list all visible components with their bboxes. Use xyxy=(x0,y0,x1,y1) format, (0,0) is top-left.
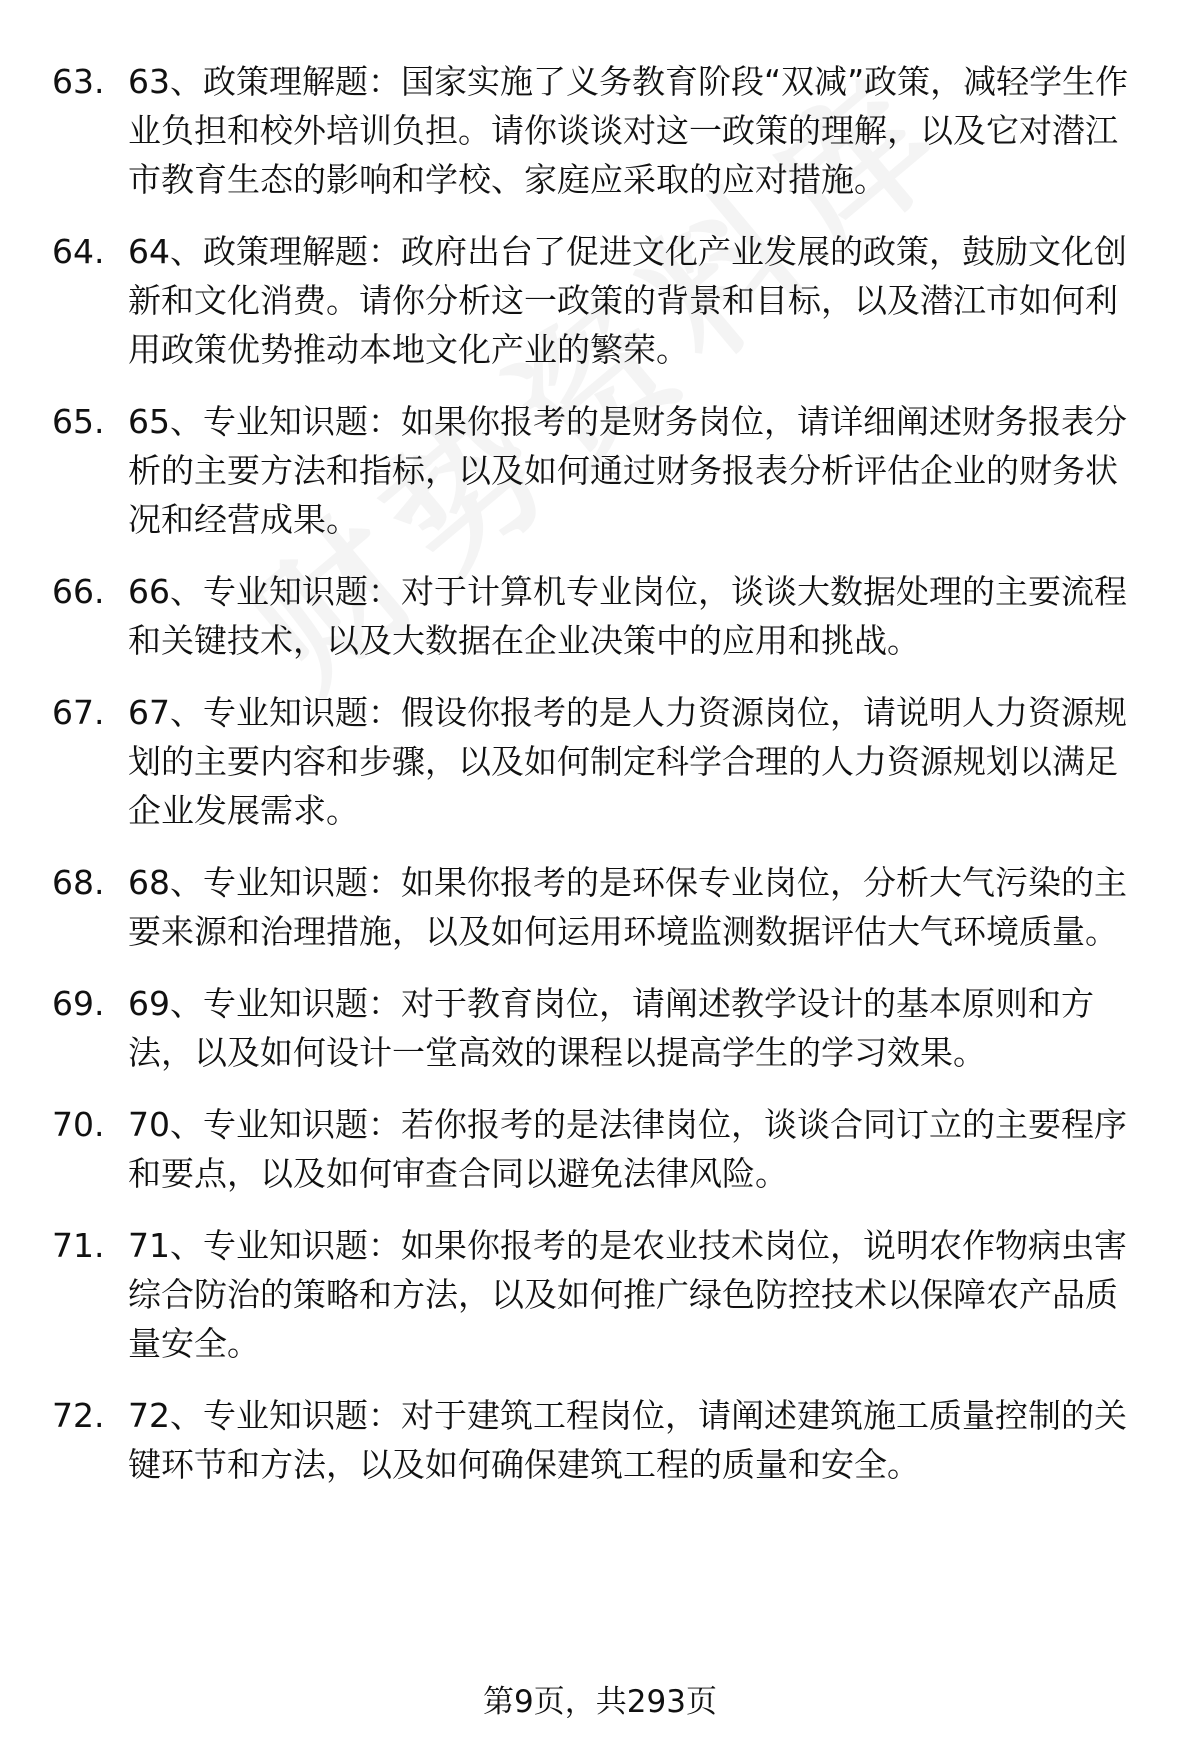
question-number: 64. xyxy=(52,232,105,271)
page-footer: 第9页，共293页 xyxy=(483,1684,717,1720)
question-text: 71、专业知识题：如果你报考的是农业技术岗位，说明农作物病虫害综合防治的策略和方法，以及如何推广绿色防控技术以保障农产品质量安全。 xyxy=(128,1226,1127,1363)
question-item xyxy=(0,1391,1200,1489)
question-item xyxy=(0,567,1200,665)
question-item xyxy=(0,688,1200,835)
question-text: 72、专业知识题：对于建筑工程岗位，请阐述建筑施工质量控制的关键环节和方法，以及如何确保建筑工程的质量和安全。 xyxy=(128,1396,1127,1484)
question-text: 69、专业知识题：对于教育岗位，请阐述教学设计的基本原则和方法，以及如何设计一堂高效的课程以提高学生的学习效果。 xyxy=(128,984,1094,1072)
question-item xyxy=(0,979,1200,1077)
question-list xyxy=(0,57,1200,1512)
question-item xyxy=(0,57,1200,204)
question-text: 65、专业知识题：如果你报考的是财务岗位，请详细阐述财务报表分析的主要方法和指标，以及如何通过财务报表分析评估企业的财务状况和经营成果。 xyxy=(128,402,1127,539)
question-number: 72. xyxy=(52,1396,105,1435)
question-text: 63、政策理解题：国家实施了义务教育阶段“双减”政策，减轻学生作业负担和校外培训负担。请你谈谈对这一政策的理解，以及它对潜江市教育生态的影响和学校、家庭应采取的应对措施。 xyxy=(128,62,1129,199)
question-number: 71. xyxy=(52,1226,105,1265)
question-text: 68、专业知识题：如果你报考的是环保专业岗位，分析大气污染的主要来源和治理措施，以及如何运用环境监测数据评估大气环境质量。 xyxy=(128,863,1127,951)
question-text: 67、专业知识题：假设你报考的是人力资源岗位，请说明人力资源规划的主要内容和步骤，以及如何制定科学合理的人力资源规划以满足企业发展需求。 xyxy=(128,693,1127,830)
question-number: 70. xyxy=(52,1105,105,1144)
question-number: 68. xyxy=(52,863,105,902)
question-number: 63. xyxy=(52,62,105,101)
question-number: 65. xyxy=(52,402,105,441)
question-item xyxy=(0,227,1200,374)
question-number: 66. xyxy=(52,572,105,611)
question-item xyxy=(0,1100,1200,1198)
question-text: 66、专业知识题：对于计算机专业岗位，谈谈大数据处理的主要流程和关键技术，以及大数据在企业决策中的应用和挑战。 xyxy=(128,572,1127,660)
question-number: 67. xyxy=(52,693,105,732)
question-item xyxy=(0,1221,1200,1368)
question-text: 64、政策理解题：政府出台了促进文化产业发展的政策，鼓励文化创新和文化消费。请你分析这一政策的背景和目标，以及潜江市如何利用政策优势推动本地文化产业的繁荣。 xyxy=(128,232,1127,369)
question-item xyxy=(0,858,1200,956)
question-number: 69. xyxy=(52,984,105,1023)
question-text: 70、专业知识题：若你报考的是法律岗位，谈谈合同订立的主要程序和要点，以及如何审查合同以避免法律风险。 xyxy=(128,1105,1127,1193)
question-item xyxy=(0,397,1200,544)
